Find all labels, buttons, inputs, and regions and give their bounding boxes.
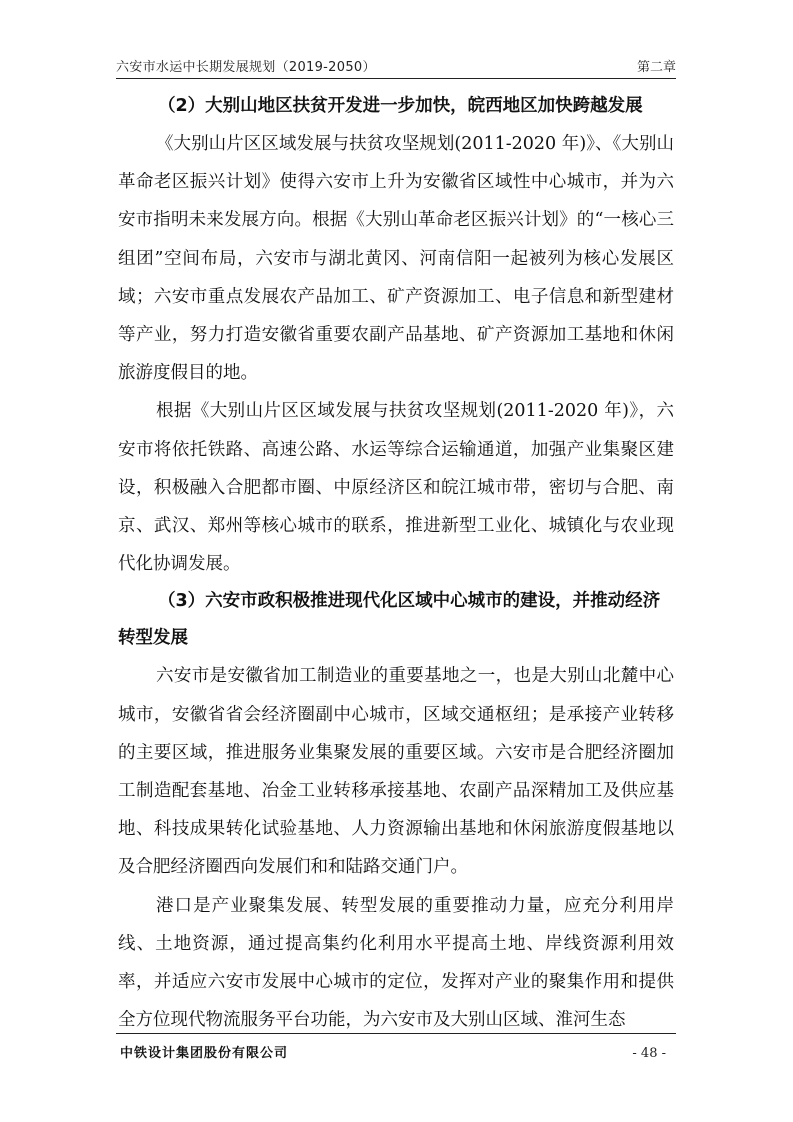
page-header: [116, 50, 676, 79]
page-number: - 48 -: [632, 1046, 666, 1061]
paragraph: 港口是产业聚集发展、转型发展的重要推动力量，应充分利用岸线、土地资源，通过提高集约化利用水平提高土地、岸线资源利用效率，并适应六安市发展中心城市的定位，发挥对产业的聚集作用和提供全方位现代物流服务平台功能，为六安市及大别山区域、淮河生态: [118, 895, 674, 1031]
paragraph: 六安市是安徽省加工制造业的重要基地之一，也是大别山北麓中心城市，安徽省省会经济圈副中心城市，区域交通枢纽；是承接产业转移的主要区域，推进服务业集聚发展的重要区域。六安市是合肥经济圈加工制造配套基地、冶金工业转移承接基地、农副产品深精加工及供应基地、科技成果转化试验基地、人力资源输出基地和休闲旅游度假基地以及合肥经济圈西向发展们和和陆路交通门户。: [118, 666, 674, 878]
section-heading-3: （3）六安市政积极推进现代化区域中心城市的建设，并推动经济转型发展: [118, 591, 661, 649]
company-name: 中铁设计集团股份有限公司: [120, 1046, 289, 1061]
paragraph: 《大别山片区区域发展与扶贫攻坚规划(2011-2020 年)》、《大别山革命老区振兴计划》使得六安市上升为安徽省区域性中心城市，并为六安市指明未来发展方向。根据《大别山革命老区振兴计划》的“一核心三组团”空间布局，六安市与湖北黄冈、河南信阳一起被列为核心发展区域；六安市重点发展农产品加工、矿产资源加工、电子信息和新型建材等产业，努力打造安徽省重要农副产品基地、矿产资源加工基地和休闲旅游度假目的地。: [118, 134, 674, 384]
page-body: [118, 88, 674, 1039]
document-title: 六安市水运中长期发展规划（2019-2050）: [116, 60, 376, 75]
chapter-label: 第二章: [636, 60, 676, 75]
page-footer: [116, 1033, 676, 1061]
section-heading-2: （2）大别山地区扶贫开发进一步加快，皖西地区加快跨越发展: [158, 96, 643, 116]
paragraph: 根据《大别山片区区域发展与扶贫攻坚规划(2011-2020 年)》，六安市将依托铁路、高速公路、水运等综合运输通道，加强产业集聚区建设，积极融入合肥都市圈、中原经济区和皖江城市带，密切与合肥、南京、武汉、郑州等核心城市的联系，推进新型工业化、城镇化与农业现代化协调发展。: [118, 401, 674, 575]
